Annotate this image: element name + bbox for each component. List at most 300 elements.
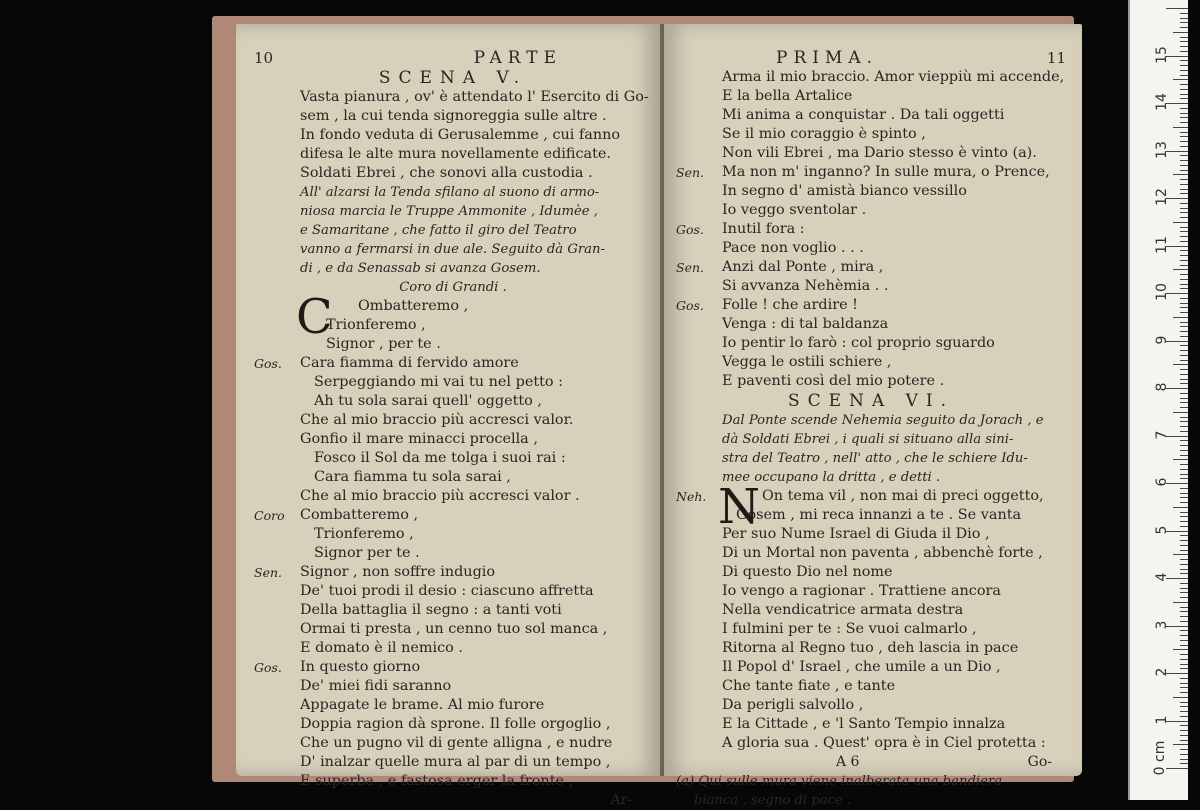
line-text: niosa marcia le Truppe Ammonite , Idumèe , xyxy=(300,204,598,219)
line-text: sem , la cui tenda signoreggia sulle altre . xyxy=(300,108,607,124)
ruler-tick xyxy=(1180,179,1188,180)
line-text: E la Cittade , e 'l Santo Tempio innalza xyxy=(722,716,1006,732)
line-text: stra del Teatro , nell' atto , che le schiere Idu- xyxy=(722,451,1028,466)
text-line xyxy=(676,544,1066,563)
ruler-tick xyxy=(1173,744,1188,745)
ruler-tick xyxy=(1180,464,1188,465)
ruler-label: 8 xyxy=(1154,382,1170,392)
speaker-label xyxy=(676,334,722,353)
ruler-tick xyxy=(1180,227,1188,228)
text-line xyxy=(676,449,1066,468)
ruler-tick xyxy=(1180,664,1188,665)
line-text: Serpeggiando mi vai tu nel petto : xyxy=(314,374,563,390)
line-text: Per suo Nume Israel di Giuda il Dio , xyxy=(722,526,990,542)
text-line xyxy=(254,259,652,278)
text-line xyxy=(676,106,1066,125)
text-line xyxy=(676,220,1066,239)
ruler-tick xyxy=(1173,32,1188,33)
line-text: Ombatteremo , xyxy=(358,298,469,314)
text-line xyxy=(254,734,652,753)
ruler-tick xyxy=(1180,374,1188,375)
speaker-label xyxy=(254,601,300,620)
text-line xyxy=(676,296,1066,315)
ruler-tick xyxy=(1180,573,1188,574)
left-page xyxy=(236,24,660,808)
right-page-text-bottom xyxy=(676,411,1066,753)
ruler-tick xyxy=(1180,212,1188,213)
speaker-label xyxy=(254,734,300,753)
speaker-label xyxy=(676,144,722,163)
speaker-label: Gos. xyxy=(254,660,282,675)
ruler-tick xyxy=(1180,702,1188,703)
text-line xyxy=(254,392,652,411)
ruler-tick xyxy=(1180,189,1188,190)
text-line xyxy=(254,753,652,772)
ruler-tick xyxy=(1180,369,1188,370)
ruler-tick xyxy=(1180,184,1188,185)
speaker-label xyxy=(254,449,300,468)
left-scene-heading: SCENA V. xyxy=(378,68,528,88)
ruler-tick xyxy=(1180,22,1188,23)
ruler-tick xyxy=(1180,355,1188,356)
line-text: Gonfio il mare minacci procella , xyxy=(300,431,538,447)
ruler-tick xyxy=(1180,597,1188,598)
ruler-tick xyxy=(1180,692,1188,693)
text-line xyxy=(676,601,1066,620)
ruler-tick xyxy=(1180,659,1188,660)
line-text: Trionferemo , xyxy=(314,526,414,542)
ruler-tick xyxy=(1180,711,1188,712)
speaker-label: Gos. xyxy=(676,222,704,237)
right-page-text-top xyxy=(676,68,1066,391)
line-text: Ah tu sola sarai quell' oggetto , xyxy=(314,393,542,409)
line-text: Della battaglia il segno : a tanti voti xyxy=(300,602,562,618)
text-line xyxy=(254,145,652,164)
text-line xyxy=(676,201,1066,220)
speaker-label xyxy=(254,145,300,164)
ruler-tick xyxy=(1180,208,1188,209)
speaker-label xyxy=(676,506,722,525)
text-line xyxy=(254,544,652,563)
ruler-tick xyxy=(1180,350,1188,351)
text-line xyxy=(676,372,1066,391)
left-catchword: Ar- xyxy=(610,792,632,808)
text-line xyxy=(254,563,652,582)
ruler-tick xyxy=(1173,174,1188,175)
ruler-tick xyxy=(1180,274,1188,275)
ruler-tick xyxy=(1180,426,1188,427)
ruler-tick xyxy=(1180,303,1188,304)
left-page-header xyxy=(254,48,652,68)
ruler-tick xyxy=(1180,493,1188,494)
ruler-tick xyxy=(1180,645,1188,646)
ruler-tick xyxy=(1180,141,1188,142)
line-text: On tema vil , non mai di preci oggetto, xyxy=(762,488,1044,504)
text-line xyxy=(676,430,1066,449)
text-line xyxy=(254,639,652,658)
speaker-label xyxy=(676,639,722,658)
ruler-label: 10 xyxy=(1154,283,1170,301)
ruler-tick xyxy=(1173,412,1188,413)
ruler-tick xyxy=(1180,236,1188,237)
text-line xyxy=(676,315,1066,334)
ruler-tick xyxy=(1180,502,1188,503)
ruler-tick xyxy=(1180,336,1188,337)
line-text: dà Soldati Ebrei , i quali si situano alla sini- xyxy=(722,432,1014,447)
speaker-label xyxy=(254,107,300,126)
line-text: E paventi così del mio potere . xyxy=(722,373,945,389)
speaker-label xyxy=(254,468,300,487)
speaker-label: Neh. xyxy=(676,489,707,504)
ruler-tick xyxy=(1180,725,1188,726)
text-line xyxy=(676,734,1066,753)
speaker-label: Sen. xyxy=(676,165,704,180)
ruler-tick xyxy=(1180,155,1188,156)
ruler-tick xyxy=(1180,654,1188,655)
speaker-label: Gos. xyxy=(676,298,704,313)
ruler-tick xyxy=(1180,360,1188,361)
right-signature-row xyxy=(676,753,1066,772)
ruler-tick xyxy=(1180,307,1188,308)
ruler-tick xyxy=(1180,331,1188,332)
ruler-tick xyxy=(1180,165,1188,166)
line-text: Signor , per te . xyxy=(326,336,441,352)
ruler-tick xyxy=(1180,51,1188,52)
ruler-tick xyxy=(1180,260,1188,261)
ruler-tick xyxy=(1180,488,1188,489)
ruler-tick xyxy=(1180,421,1188,422)
right-page-header xyxy=(676,48,1066,68)
text-line xyxy=(676,715,1066,734)
right-page xyxy=(664,24,1082,808)
ruler-tick xyxy=(1180,559,1188,560)
speaker-label: Coro xyxy=(254,508,285,523)
text-line xyxy=(676,334,1066,353)
line-text: In questo giorno xyxy=(300,659,421,675)
speaker-label xyxy=(254,88,300,107)
text-line xyxy=(254,107,652,126)
line-text: difesa le alte mura novellamente edificate. xyxy=(300,146,612,162)
ruler-tick xyxy=(1173,697,1188,698)
ruler-edge xyxy=(1128,0,1130,800)
ruler-tick xyxy=(1180,65,1188,66)
ruler-tick xyxy=(1180,588,1188,589)
ruler-tick xyxy=(1180,94,1188,95)
ruler-tick xyxy=(1180,37,1188,38)
text-line xyxy=(676,258,1066,277)
drop-cap: N xyxy=(718,479,760,535)
text-line xyxy=(676,620,1066,639)
ruler-tick xyxy=(1180,445,1188,446)
text-line xyxy=(254,601,652,620)
line-text: In segno d' amistà bianco vessillo xyxy=(722,183,967,199)
ruler-tick xyxy=(1180,160,1188,161)
line-text: Soldati Ebrei , che sonovi alla custodia . xyxy=(300,165,593,181)
ruler-tick xyxy=(1180,193,1188,194)
speaker-label xyxy=(254,373,300,392)
ruler-tick xyxy=(1180,431,1188,432)
speaker-label xyxy=(254,525,300,544)
ruler-tick xyxy=(1180,393,1188,394)
speaker-label xyxy=(254,639,300,658)
ruler-tick xyxy=(1180,398,1188,399)
line-text: Se il mio coraggio è spinto , xyxy=(722,126,926,142)
text-line xyxy=(676,658,1066,677)
line-text: Inutil fora : xyxy=(722,221,805,237)
line-text: A gloria sua . Quest' opra è in Ciel protetta : xyxy=(722,735,1046,751)
ruler-tick xyxy=(1180,383,1188,384)
speaker-label xyxy=(676,353,722,372)
ruler-tick xyxy=(1173,127,1188,128)
line-text: Che tante fiate , e tante xyxy=(722,678,896,694)
line-text: Combatteremo , xyxy=(300,507,419,523)
text-line xyxy=(254,240,652,259)
ruler-tick xyxy=(1166,8,1188,9)
text-line xyxy=(676,144,1066,163)
text-line xyxy=(676,353,1066,372)
ruler-tick xyxy=(1180,687,1188,688)
speaker-label: Sen. xyxy=(254,565,282,580)
line-text: Vegga le ostili schiere , xyxy=(722,354,892,370)
ruler-tick xyxy=(1173,222,1188,223)
ruler-tick xyxy=(1180,170,1188,171)
speaker-label xyxy=(676,563,722,582)
left-page-number: 10 xyxy=(254,49,274,67)
speaker-label xyxy=(254,582,300,601)
signature-mark: A 6 xyxy=(836,754,860,770)
line-text: mee occupano la dritta , e detti . xyxy=(722,470,941,485)
line-text: De' tuoi prodi il desio : ciascuno affretta xyxy=(300,583,594,599)
text-line xyxy=(676,182,1066,201)
speaker-label xyxy=(254,183,300,202)
ruler-tick xyxy=(1180,84,1188,85)
speaker-label xyxy=(676,182,722,201)
line-text: E superba , e fastosa erger la fronte , xyxy=(300,773,574,789)
ruler-label: 15 xyxy=(1154,45,1170,64)
text-line xyxy=(254,88,652,107)
text-line xyxy=(254,430,652,449)
speaker-label xyxy=(676,201,722,220)
ruler-tick xyxy=(1180,611,1188,612)
ruler-label: 3 xyxy=(1154,620,1170,629)
text-line xyxy=(254,582,652,601)
right-page-number: 11 xyxy=(1046,49,1066,67)
ruler-tick xyxy=(1180,455,1188,456)
ruler-tick xyxy=(1173,649,1188,650)
ruler-tick xyxy=(1180,516,1188,517)
line-text: Io pentir lo farò : col proprio sguardo xyxy=(722,335,995,351)
ruler-tick xyxy=(1173,459,1188,460)
line-text: Anzi dal Ponte , mira , xyxy=(722,259,884,275)
speaker-label: Sen. xyxy=(676,260,704,275)
ruler-tick xyxy=(1173,364,1188,365)
text-line xyxy=(254,449,652,468)
text-line xyxy=(254,658,652,677)
line-text: Nella vendicatrice armata destra xyxy=(722,602,964,618)
ruler-label: 13 xyxy=(1154,140,1170,159)
ruler-tick xyxy=(1180,716,1188,717)
ruler-tick xyxy=(1180,450,1188,451)
ruler-tick xyxy=(1180,668,1188,669)
speaker-label xyxy=(676,315,722,334)
speaker-label xyxy=(676,87,722,106)
ruler-tick xyxy=(1180,621,1188,622)
line-text: Gosem , mi reca innanzi a te . Se vanta xyxy=(736,507,1022,523)
speaker-label xyxy=(254,753,300,772)
ruler-tick xyxy=(1180,478,1188,479)
ruler-tick xyxy=(1180,521,1188,522)
ruler-label: 0 cm xyxy=(1152,740,1168,776)
speaker-label xyxy=(676,411,722,430)
line-text: Si avvanza Nehèmia . . xyxy=(722,278,889,294)
text-line xyxy=(254,506,652,525)
line-text: Ma non m' inganno? In sulle mura, o Prence, xyxy=(722,164,1050,180)
ruler-tick xyxy=(1180,284,1188,285)
speaker-label xyxy=(254,487,300,506)
text-line xyxy=(676,239,1066,258)
ruler-label: 14 xyxy=(1154,93,1170,111)
ruler-tick xyxy=(1180,706,1188,707)
line-text: In fondo veduta di Gerusalemme , cui fanno xyxy=(300,127,621,143)
ruler-tick xyxy=(1180,564,1188,565)
line-text: D' inalzar quelle mura al par di un tempo , xyxy=(300,754,611,770)
ruler-tick xyxy=(1180,683,1188,684)
line-text: Il Popol d' Israel , che umile a un Dio , xyxy=(722,659,1001,675)
line-text: Folle ! che ardire ! xyxy=(722,297,858,313)
speaker-label xyxy=(254,544,300,563)
line-text: di , e da Senassab si avanza Gosem. xyxy=(300,261,541,276)
text-line xyxy=(254,696,652,715)
text-line xyxy=(676,163,1066,182)
left-running-head: PARTE xyxy=(473,48,562,68)
text-line xyxy=(676,677,1066,696)
text-line xyxy=(676,696,1066,715)
ruler-tick xyxy=(1180,46,1188,47)
ruler-tick xyxy=(1180,113,1188,114)
speaker-label xyxy=(254,696,300,715)
ruler-tick xyxy=(1180,763,1188,764)
footnote-line: bianca , segno di pace . xyxy=(694,793,852,808)
text-line xyxy=(254,354,652,373)
line-text: I fulmini per te : Se vuoi calmarlo , xyxy=(722,621,977,637)
ruler-tick xyxy=(1180,108,1188,109)
line-text: Cara fiamma tu sola sarai , xyxy=(314,469,511,485)
ruler-tick xyxy=(1180,754,1188,755)
ruler-tick xyxy=(1180,279,1188,280)
speaker-label xyxy=(676,430,722,449)
line-text: Io veggo sventolar . xyxy=(722,202,867,218)
speaker-label xyxy=(254,164,300,183)
ruler-tick xyxy=(1180,630,1188,631)
line-text: Coro di Grandi . xyxy=(399,280,507,295)
line-text: Ormai ti presta , un cenno tuo sol manca , xyxy=(300,621,608,637)
left-catchword-row xyxy=(254,791,652,810)
ruler-tick xyxy=(1180,540,1188,541)
line-text: Che un pugno vil di gente alligna , e nudre xyxy=(300,735,613,751)
ruler-tick xyxy=(1180,241,1188,242)
text-line xyxy=(254,373,652,392)
text-line xyxy=(254,772,652,791)
ruler-label: 6 xyxy=(1154,477,1170,487)
ruler-tick xyxy=(1180,89,1188,90)
ruler-tick xyxy=(1180,735,1188,736)
text-line xyxy=(254,620,652,639)
drop-cap: C xyxy=(296,289,333,345)
line-text: Non vili Ebrei , ma Dario stesso è vinto (a). xyxy=(722,145,1037,161)
ruler-tick xyxy=(1166,768,1188,769)
text-line xyxy=(254,221,652,240)
speaker-label xyxy=(254,221,300,240)
speaker-label xyxy=(254,335,300,354)
line-text: All' alzarsi la Tenda sfilano al suono di armo- xyxy=(300,185,600,200)
speaker-label xyxy=(254,259,300,278)
ruler-tick xyxy=(1180,469,1188,470)
right-running-head: PRIMA. xyxy=(776,48,879,68)
text-line xyxy=(254,468,652,487)
speaker-label xyxy=(676,544,722,563)
speaker-label xyxy=(676,677,722,696)
line-text: Signor , non soffre indugio xyxy=(300,564,496,580)
text-line xyxy=(676,277,1066,296)
ruler-tick xyxy=(1180,98,1188,99)
speaker-label xyxy=(676,239,722,258)
ruler-tick xyxy=(1180,407,1188,408)
ruler-label: 12 xyxy=(1154,188,1170,206)
speaker-label xyxy=(254,715,300,734)
ruler-tick xyxy=(1180,136,1188,137)
text-line xyxy=(676,87,1066,106)
ruler-tick xyxy=(1180,322,1188,323)
ruler-tick xyxy=(1180,345,1188,346)
line-text: Venga : di tal baldanza xyxy=(722,316,889,332)
speaker-label xyxy=(676,125,722,144)
text-line xyxy=(254,715,652,734)
ruler-tick xyxy=(1180,27,1188,28)
speaker-label xyxy=(676,277,722,296)
text-line xyxy=(254,411,652,430)
ruler-tick xyxy=(1180,759,1188,760)
ruler-tick xyxy=(1180,535,1188,536)
text-line xyxy=(676,563,1066,582)
ruler-label: 9 xyxy=(1154,335,1170,344)
text-line xyxy=(676,125,1066,144)
speaker-label xyxy=(676,696,722,715)
measurement-ruler xyxy=(1128,0,1188,800)
line-text: Arma il mio braccio. Amor vieppiù mi accende, xyxy=(722,69,1065,85)
text-line xyxy=(676,639,1066,658)
ruler-tick xyxy=(1180,298,1188,299)
speaker-label xyxy=(676,468,722,487)
speaker-label xyxy=(254,677,300,696)
line-text: Dal Ponte scende Nehemia seguito da Jorach , e xyxy=(722,413,1044,428)
ruler-tick xyxy=(1180,402,1188,403)
line-text: Vasta pianura , ov' è attendato l' Esercito di Go- xyxy=(300,89,649,105)
ruler-tick xyxy=(1180,379,1188,380)
speaker-label xyxy=(676,601,722,620)
text-line xyxy=(254,525,652,544)
line-text: Fosco il Sol da me tolga i suoi rai : xyxy=(314,450,566,466)
ruler-tick xyxy=(1180,730,1188,731)
line-text: Cara fiamma di fervido amore xyxy=(300,355,519,371)
line-text: Mi anima a conquistar . Da tali oggetti xyxy=(722,107,1005,123)
speaker-label: Gos. xyxy=(254,356,282,371)
ruler-tick xyxy=(1180,440,1188,441)
ruler-tick xyxy=(1180,749,1188,750)
text-line xyxy=(254,164,652,183)
ruler-tick xyxy=(1180,569,1188,570)
ruler-tick xyxy=(1180,526,1188,527)
speaker-label xyxy=(254,392,300,411)
